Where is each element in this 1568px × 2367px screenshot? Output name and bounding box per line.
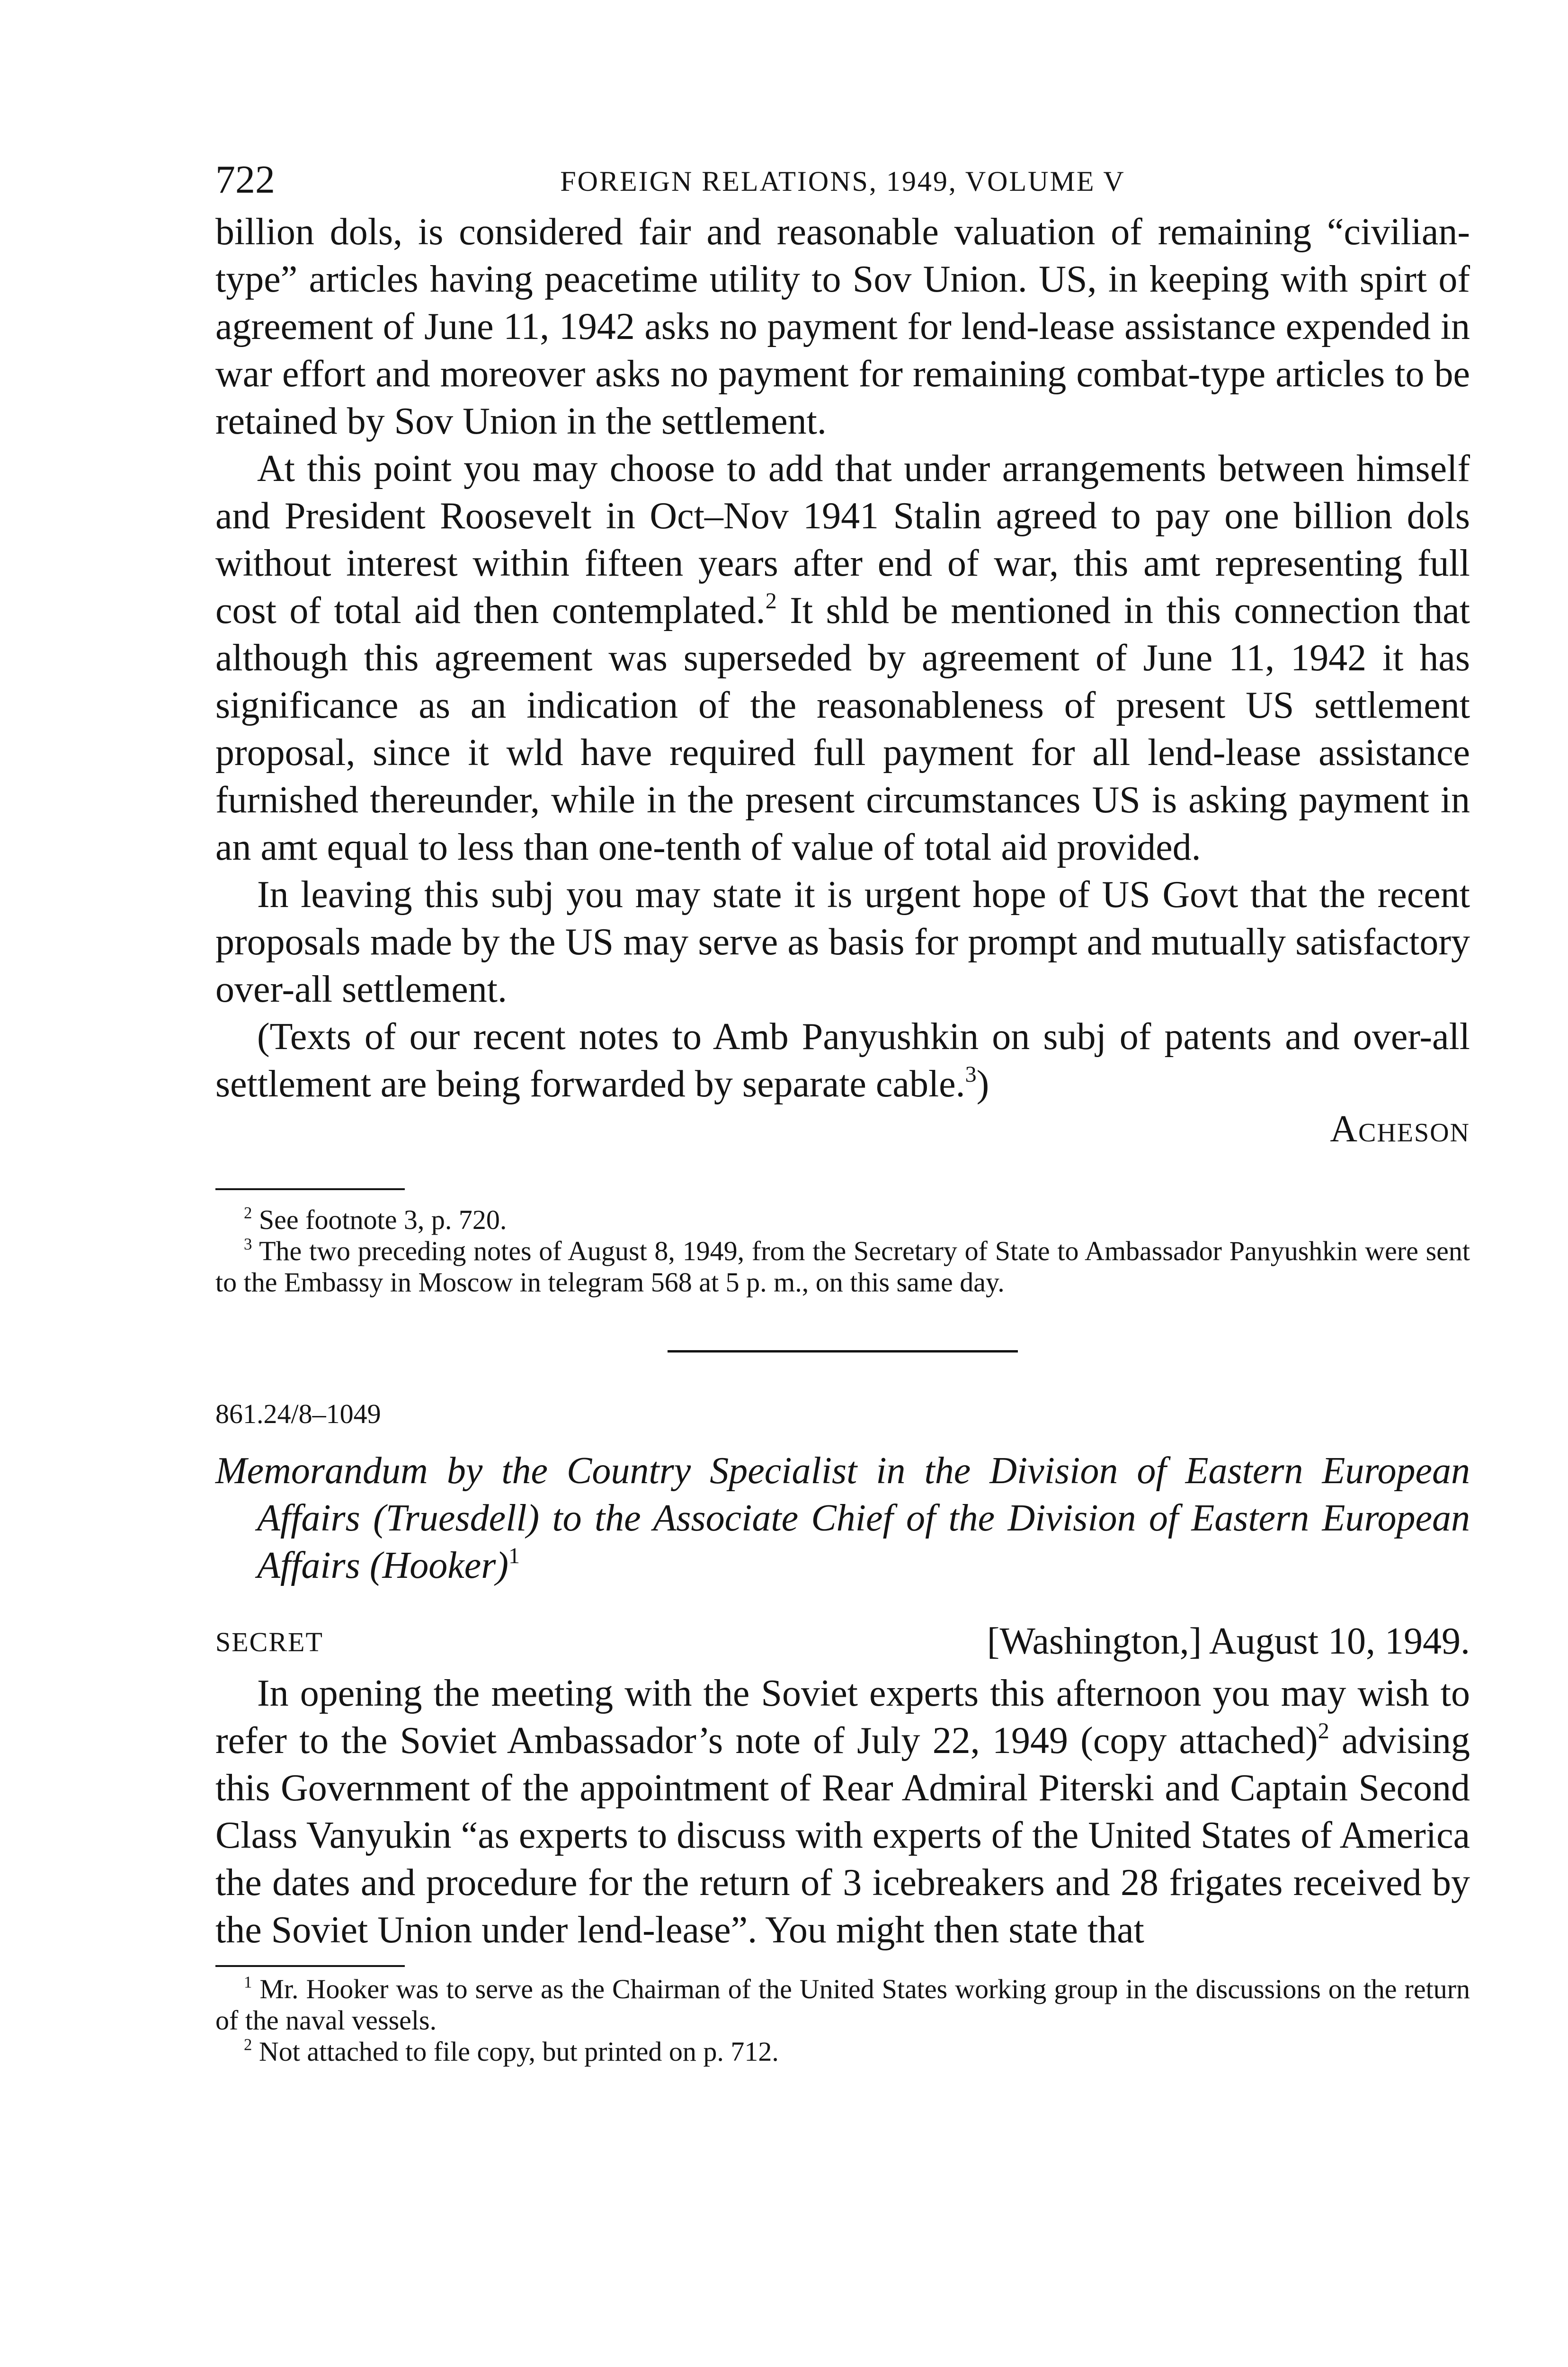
closing-paragraph: In leaving this subj you may state it is urgent hope of US Govt that the recent proposals made by the US may serve as basis for prompt and mutually satisfactory over-all settlement.: [215, 874, 1470, 1010]
footnote: $^2$ Not attached to file copy, but printed on p. 712.: [244, 2035, 779, 2067]
footnote-rule: [215, 1188, 405, 1190]
running-title: FOREIGN RELATIONS, 1949, VOLUME V: [560, 166, 1125, 197]
file-number: 861.24/8–1049: [215, 1398, 381, 1429]
footnote-marker: 2: [1318, 1718, 1329, 1744]
place-date: [Washington,] August 10, 1949.: [987, 1620, 1470, 1662]
document-title: Memorandum by the Country Specialist in the Division of Eastern European Affairs (Truesdell) to the Associate Chief of the Division of Eastern European Affairs (Hooker)$^1$: [215, 1450, 1470, 1586]
footnote-marker: 2: [765, 588, 777, 614]
memo-paragraph: In opening the meeting with the Soviet experts this afternoon you may wish to refer to the Soviet Ambassador’s note of July 22, 1949 (copy attached)$^2$ advising this Government of the appointment of Rear Admiral Piterski and Captain Second Class Vanyukin “as experts to discuss with experts of the United States of America the dates and procedure for the return of 3 icebreakers and 28 frigates received by the Soviet Union under lend-lease”. You might then state that: [215, 1673, 1470, 1951]
classification: SECRET: [215, 1627, 323, 1657]
footnote: $^1$ Mr. Hooker was to serve as the Chairman of the United States working group in the discussions on the return of the naval vessels.: [215, 1973, 1470, 2036]
section-divider: [668, 1350, 1018, 1353]
document-page: [215, 156, 1470, 2067]
dateline: [215, 1618, 1470, 1670]
footnote-rule: [215, 1965, 405, 1967]
footnote-marker: 1: [508, 1543, 520, 1568]
continuation-paragraph: billion dols, is considered fair and reasonable valuation of remaining “civilian-type” articles having peacetime utility to Sov Union. US, in keeping with spirt of agreement of June 11, 1942 asks no payment for lend-lease assistance expended in war effort and moreover asks no payment for remaining combat-type articles to be retained by Sov Union in the settlement.: [215, 211, 1470, 442]
stalin-paragraph: At this point you may choose to add that under arrangements between himself and President Roosevelt in Oct–Nov 1941 Stalin agreed to pay one billion dols without interest within fifteen years after end of war, this amt representing full cost of total aid then contemplated.$^2$ It shld be mentioned in this connection that although this agreement was superseded by agreement of June 11, 1942 it has significance as an indication of the reasonableness of present US settlement proposal, since it wld have required full payment for all lend-lease assistance furnished thereunder, while in the present circumstances US is asking payment in an amt equal to less than one-tenth of value of total aid provided.: [215, 448, 1470, 868]
footnote: $^3$ The two preceding notes of August 8, 1949, from the Secretary of State to Ambassador Panyushkin were sent to the Embassy in Moscow in telegram 568 at 5 p. m., on this same day.: [215, 1235, 1470, 1298]
page-number: 722: [215, 158, 275, 202]
footnote-marker: 3: [965, 1061, 977, 1087]
signature: Acheson: [1330, 1108, 1470, 1150]
running-head: [215, 156, 1470, 208]
footnote: $^2$ See footnote 3, p. 720.: [244, 1203, 507, 1235]
texts-paragraph: (Texts of our recent notes to Amb Panyushkin on subj of patents and over-all settlement are being forwarded by separate cable.$^3$): [215, 1016, 1470, 1105]
